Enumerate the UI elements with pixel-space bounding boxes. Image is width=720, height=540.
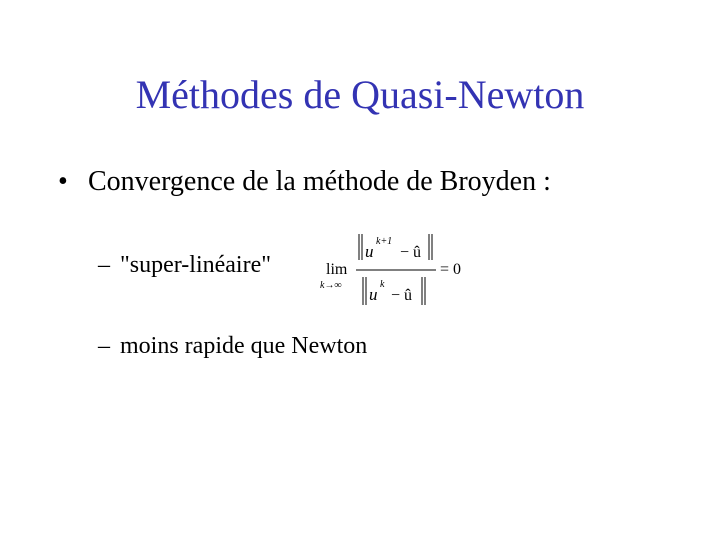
formula-lim: lim	[326, 261, 348, 278]
formula-den-rest: − û	[391, 287, 413, 304]
bullet-text: Convergence de la méthode de Broyden :	[88, 166, 551, 197]
sub-item-slower	[98, 331, 367, 361]
formula-equals: = 0	[440, 261, 462, 278]
bullet-marker: •	[58, 166, 68, 197]
sub-item-marker: –	[98, 252, 110, 278]
slide-title: Méthodes de Quasi-Newton	[135, 72, 585, 117]
sub-item-text: "super-linéaire"	[120, 252, 272, 278]
sub-item-text: moins rapide que Newton	[120, 333, 368, 359]
sub-item-marker: –	[98, 333, 110, 359]
formula-lim-sub: k→∞	[320, 280, 342, 291]
bullet-item	[58, 164, 551, 200]
formula-num-rest: − û	[400, 244, 422, 261]
formula-den-sup: k	[380, 279, 385, 290]
convergence-formula	[318, 228, 478, 312]
formula-num-var: u	[365, 242, 374, 261]
sub-item-superlinear	[98, 250, 271, 280]
formula-num-sup: k+1	[376, 236, 393, 247]
formula-den-var: u	[369, 285, 378, 304]
